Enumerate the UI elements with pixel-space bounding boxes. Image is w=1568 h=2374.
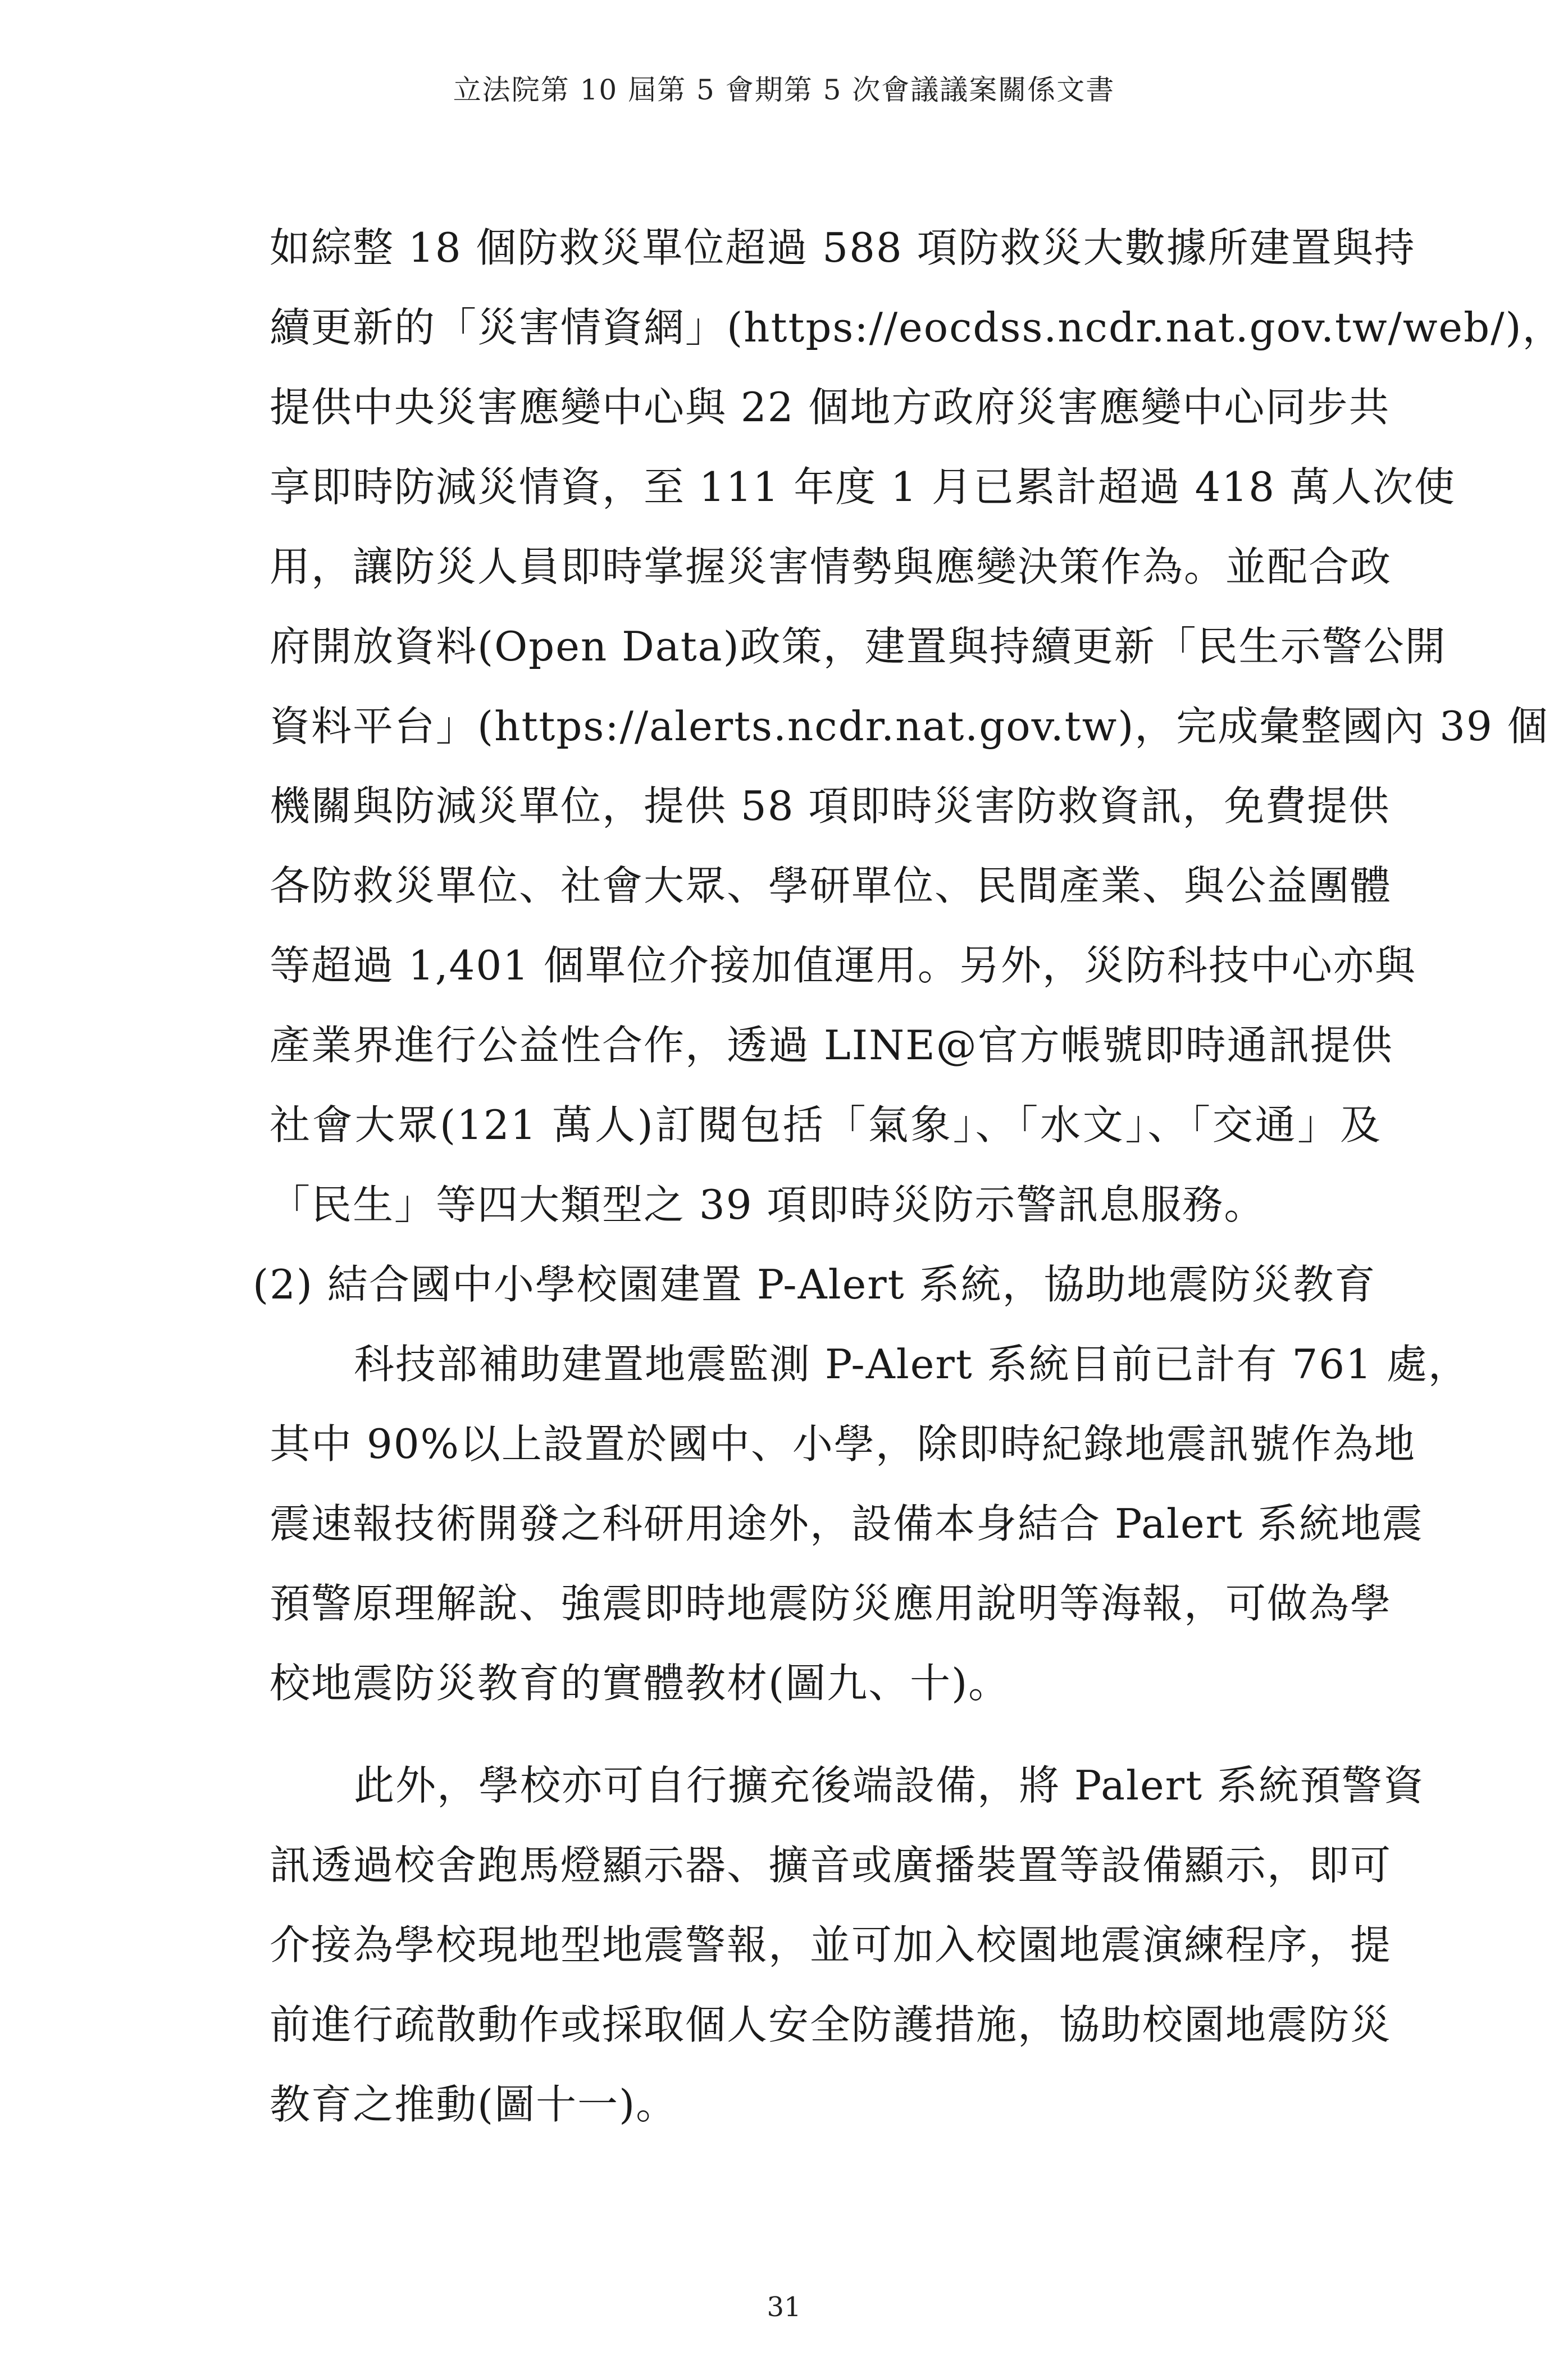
text-line: 此外，學校亦可自行擴充後端設備，將 Palert 系統預警資 <box>354 1762 1425 1809</box>
section-heading: (2) 結合國中小學校園建置 P-Alert 系統，協助地震防災教育 <box>253 1261 1376 1308</box>
text-line: 科技部補助建置地震監測 P-Alert 系統目前已計有 761 處， <box>354 1341 1470 1388</box>
text-line: 介接為學校現地型地震警報，並可加入校園地震演練程序，提 <box>270 1921 1392 1969</box>
text-line: 續更新的「災害情資網」(https://eocdss.ncdr.nat.gov.tw/web/)， <box>270 304 1564 351</box>
text-line: 享即時防減災情資，至 111 年度 1 月已累計超過 418 萬人次使 <box>270 463 1456 511</box>
text-line: 資料平台」(https://alerts.ncdr.nat.gov.tw)，完成彙整國內 39 個 <box>270 703 1549 750</box>
text-line: 其中 90%以上設置於國中、小學，除即時紀錄地震訊號作為地 <box>270 1420 1416 1468</box>
text-line: 前進行疏散動作或採取個人安全防護措施，協助校園地震防災 <box>270 2001 1392 2048</box>
page-header: 立法院第 10 屆第 5 會期第 5 次會議議案關係文書 <box>453 74 1115 106</box>
paragraph-1 <box>270 208 1564 1245</box>
text-line: 府開放資料(Open Data)政策，建置與持續更新「民生示警公開 <box>270 623 1447 670</box>
text-line: 震速報技術開發之科研用途外，設備本身結合 Palert 系統地震 <box>270 1500 1424 1547</box>
text-line: 提供中央災害應變中心與 22 個地方政府災害應變中心同步共 <box>270 384 1391 431</box>
text-line: 用，讓防災人員即時掌握災害情勢與應變決策作為。並配合政 <box>270 543 1392 590</box>
text-line: 訊透過校舍跑馬燈顯示器、擴音或廣播裝置等設備顯示，即可 <box>270 1842 1392 1889</box>
document-body <box>253 208 1564 2144</box>
text-line: 如綜整 18 個防救災單位超過 588 項防救災大數據所建置與持 <box>270 224 1416 271</box>
text-line: 「民生」等四大類型之 39 項即時災防示警訊息服務。 <box>270 1181 1266 1228</box>
text-line: 機關與防減災單位，提供 58 項即時災害防救資訊，免費提供 <box>270 782 1391 830</box>
text-line: 社會大眾(121 萬人)訂閱包括「氣象」、「水文」、「交通」及 <box>270 1101 1382 1149</box>
paragraph-2 <box>270 1324 1470 1723</box>
page-number: 31 <box>767 2291 801 2323</box>
text-line: 各防救災單位、社會大眾、學研單位、民間產業、與公益團體 <box>270 862 1392 909</box>
text-line: 產業界進行公益性合作，透過 LINE@官方帳號即時通訊提供 <box>270 1022 1393 1069</box>
paragraph-gap <box>270 1723 1382 1746</box>
text-line: 教育之推動(圖十一)。 <box>270 2081 678 2128</box>
text-line: 等超過 1,401 個單位介接加值運用。另外，災防科技中心亦與 <box>270 942 1416 989</box>
text-line: 預警原理解說、強震即時地震防災應用說明等海報，可做為學 <box>270 1580 1392 1627</box>
paragraph-3 <box>270 1746 1425 2144</box>
text-line: 校地震防災教育的實體教材(圖九、十)。 <box>270 1660 1010 1707</box>
